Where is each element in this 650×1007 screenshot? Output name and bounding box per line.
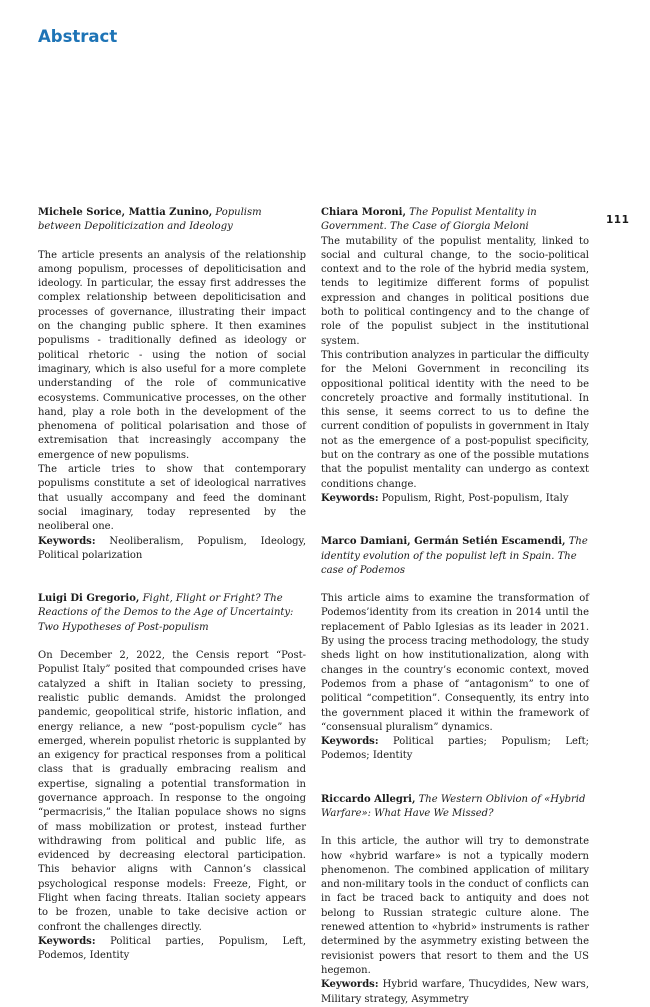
entry-keywords (321, 492, 589, 506)
entry-title: Populism between Depoliticization and Ideology (38, 207, 262, 233)
entry-paragraph: On December 2, 2022, the Censis report “Post-Populist Italy” posited that compounded crises have catalyzed a shift in Italian society to pressing, realistic public demands. Amidst the prolonged pandemic, geopolitical strife, historic inflation, and energy reliance, a new “post-populism cycle” has emerged, wherein populist rhetoric is supplanted by an exigency for practical responses from a political class that is gradually embracing realism and expertise, signaling a potential transformation in governance approach. In response to the ongoing “permacrisis,” the Italian populace shows no signs of mass mobilization or protest, instead further withdrawing from political and public life, as evidenced by decreasing electoral participation. This behavior aligns with Cannon’s classical psychological response models: Freeze, Fight, or Flight when facing threats. Italian society appears to be frozen, unable to take decisive action or confront the challenges directly. (38, 650, 306, 933)
abstract-entry (321, 793, 589, 1007)
abstract-entry (321, 535, 589, 763)
keywords-label: Keywords: (38, 935, 96, 947)
page-number: 111 (606, 214, 630, 226)
entry-keywords (321, 735, 589, 764)
entry-title: Fight, Flight or Fright? The Reactions of the Demos to the Age of Uncertainty: Two Hypotheses of Post-populism (38, 593, 294, 633)
entry-keywords (38, 935, 306, 964)
entry-title: The Populist Mentality in Government. The Case of Giorgia Meloni (321, 207, 537, 233)
entry-heading (38, 206, 306, 235)
keywords-text: Hybrid warfare, Thucydides, New wars, Military strategy, Asymmetry (321, 979, 589, 1005)
abstract-entry (38, 592, 306, 963)
entry-keywords (321, 978, 589, 1007)
entry-keywords (38, 535, 306, 564)
keywords-label: Keywords: (321, 979, 379, 991)
entry-authors: Marco Damiani, Germán Setién Escamendi, (321, 536, 566, 548)
keywords-text: Neoliberalism, Populism, Ideology, Political polarization (38, 535, 306, 561)
entry-authors: Michele Sorice, Mattia Zunino, (38, 207, 213, 218)
entry-authors: Riccardo Allegri, (321, 793, 416, 805)
entry-paragraph: This article aims to examine the transformation of Podemos’identity from its creation in 2014 until the replacement of Pablo Iglesias as its leader in 2021. By using the process tracing methodology, the study sheds light on how institutionalization, along with changes in the country’s economic context, moved Podemos from a phase of “antagonism” to one of political “competition”. Consequently, its entry into the government placed it within the framework of “consensual pluralism” dynamics. (321, 593, 589, 733)
entry-heading (321, 535, 589, 578)
entry-paragraph: In this article, the author will try to demonstrate how «hybrid warfare» is not a typically modern phenomenon. The combined application of military and non-military tools in the conduct of conflicts can in fact be traced back to antiquity and does not belong to Russian strategic culture alone. The renewed attention to «hybrid» instruments is rather determined by the asymmetry existing between the revisionist powers that resort to them and the US hegemon. (321, 836, 589, 976)
entry-paragraph: This contribution analyzes in particular the difficulty for the Meloni Government in reconciling its oppositional political identity with the need to be concretely proactive and formally institutional. In this sense, it seems correct to us to define the current condition of populists in government in Italy not as the emergence of a post-populist specificity, but on the contrary as one of the possible mutations that the populist mentality can undergo as context conditions change. (321, 349, 589, 490)
keywords-text: Political parties, Populism, Left, Podemos, Identity (38, 935, 306, 962)
entry-heading (38, 592, 306, 635)
entry-paragraph: The mutability of the populist mentality, linked to social and cultural change, to the socio-political context and to the role of the hybrid media system, tends to legitimize different forms of populist expression and changes in political positions due both to political contingency and to the change of role of the populist subject in the institutional system. (321, 235, 589, 347)
entry-title: The Western Oblivion of «Hybrid Warfare»: What Have We Missed? (321, 793, 586, 819)
keywords-label: Keywords: (321, 492, 379, 504)
entry-title: The identity evolution of the populist left in Spain. The case of Podemos (321, 536, 588, 576)
right-column (321, 206, 589, 1007)
entry-heading (321, 793, 589, 822)
left-column (38, 206, 306, 964)
abstract-entry (321, 206, 589, 506)
entry-authors: Chiara Moroni, (321, 207, 406, 218)
abstract-entry (38, 206, 306, 563)
keywords-text: Political parties; Populism; Left; Podemos; Identity (321, 736, 589, 762)
entry-authors: Luigi Di Gregorio, (38, 593, 140, 605)
keywords-label: Keywords: (38, 535, 96, 547)
entry-heading (321, 206, 589, 235)
entry-paragraph: The article presents an analysis of the relationship among populism, processes of depoliticisation and ideology. In particular, the essay first addresses the complex relationship between depoliticisation and processes of governance, illustrating their impact on the changing public sphere. It then examines populisms - traditionally defined as ideology or political rhetoric - using the notion of social imaginary, which is also useful for a more complete understanding of the role of communicative ecosystems. Communicative processes, on the other hand, play a role both in the development of the phenomena of political polarisation and those of extremisation that increasingly accompany the emergence of new populisms. (38, 249, 306, 461)
entry-paragraph: The article tries to show that contemporary populisms constitute a set of ideological narratives that usually accompany and feed the dominant social imaginary, today represented by the neoliberal one. (38, 464, 306, 533)
keywords-text: Populism, Right, Post-populism, Italy (381, 492, 569, 504)
keywords-label: Keywords: (321, 736, 379, 748)
page-heading: Abstract (38, 27, 118, 46)
